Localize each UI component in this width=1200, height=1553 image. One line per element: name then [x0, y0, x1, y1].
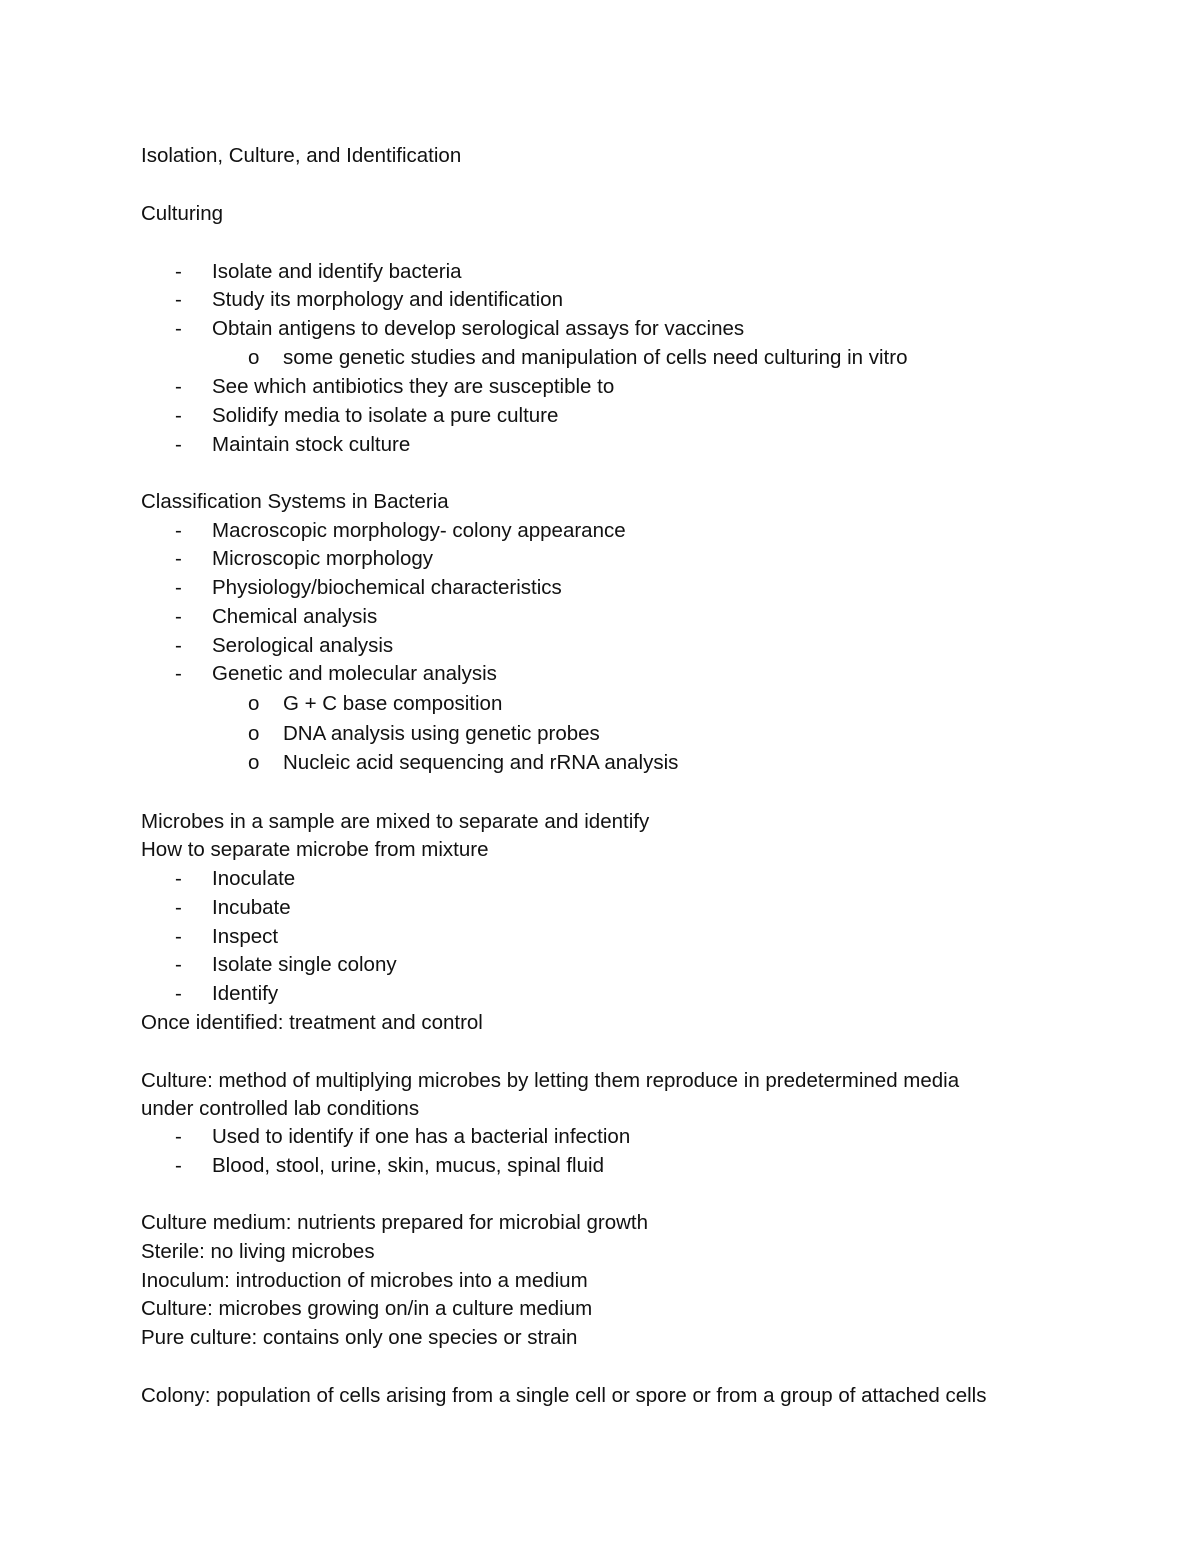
paragraph-line: Microbes in a sample are mixed to separate and identify: [141, 810, 650, 833]
bullet-dash: -: [175, 982, 182, 1005]
bullet-dash: -: [175, 317, 182, 340]
bullet-dash: -: [175, 953, 182, 976]
bullet-dash: -: [175, 519, 182, 542]
paragraph-line: under controlled lab conditions: [141, 1097, 420, 1120]
bullet-dash: -: [175, 576, 182, 599]
definition-line: Pure culture: contains only one species or strain: [141, 1326, 578, 1349]
bullet-dash: -: [175, 867, 182, 890]
list-item: Used to identify if one has a bacterial infection: [212, 1125, 631, 1148]
bullet-dash: -: [175, 375, 182, 398]
culturing-heading: Culturing: [141, 202, 224, 225]
list-item: Macroscopic morphology- colony appearance: [212, 519, 626, 542]
sub-list-item: Nucleic acid sequencing and rRNA analysis: [283, 751, 679, 774]
definition-line: Culture: microbes growing on/in a culture medium: [141, 1297, 593, 1320]
list-item: Physiology/biochemical characteristics: [212, 576, 562, 599]
definition-line: Colony: population of cells arising from a single cell or spore or from a group of attached cells: [141, 1384, 987, 1407]
bullet-dash: -: [175, 404, 182, 427]
list-item: Microscopic morphology: [212, 547, 434, 570]
list-item: Blood, stool, urine, skin, mucus, spinal fluid: [212, 1154, 604, 1177]
list-item: Genetic and molecular analysis: [212, 662, 497, 685]
paragraph-line: How to separate microbe from mixture: [141, 838, 489, 861]
bullet-dash: -: [175, 288, 182, 311]
paragraph-line: Culture: method of multiplying microbes by letting them reproduce in predetermined media: [141, 1069, 960, 1092]
list-item: Obtain antigens to develop serological assays for vaccines: [212, 317, 745, 340]
bullet-dash: -: [175, 634, 182, 657]
bullet-dash: -: [175, 547, 182, 570]
paragraph-line: Once identified: treatment and control: [141, 1011, 483, 1034]
bullet-dash: -: [175, 896, 182, 919]
definition-line: Sterile: no living microbes: [141, 1240, 375, 1263]
list-item: See which antibiotics they are susceptible to: [212, 375, 615, 398]
bullet-dash: -: [175, 260, 182, 283]
list-item: Inspect: [212, 925, 279, 948]
classification-heading: Classification Systems in Bacteria: [141, 490, 449, 513]
list-item: Study its morphology and identification: [212, 288, 563, 311]
sub-list-item: DNA analysis using genetic probes: [283, 722, 600, 745]
bullet-dash: -: [175, 433, 182, 456]
list-item: Identify: [212, 982, 279, 1005]
bullet-dash: -: [175, 662, 182, 685]
bullet-circle: o: [248, 692, 260, 715]
list-item: Isolate single colony: [212, 953, 397, 976]
list-item: Solidify media to isolate a pure culture: [212, 404, 559, 427]
bullet-dash: -: [175, 1125, 182, 1148]
bullet-dash: -: [175, 605, 182, 628]
bullet-circle: o: [248, 346, 260, 369]
document-title: Isolation, Culture, and Identification: [141, 144, 462, 167]
list-item: Inoculate: [212, 867, 296, 890]
sub-list-item: G + C base composition: [283, 692, 503, 715]
list-item: Maintain stock culture: [212, 433, 411, 456]
list-item: Isolate and identify bacteria: [212, 260, 462, 283]
definition-line: Culture medium: nutrients prepared for microbial growth: [141, 1211, 649, 1234]
bullet-circle: o: [248, 722, 260, 745]
sub-list-item: some genetic studies and manipulation of cells need culturing in vitro: [283, 346, 908, 369]
list-item: Chemical analysis: [212, 605, 378, 628]
bullet-dash: -: [175, 925, 182, 948]
list-item: Incubate: [212, 896, 291, 919]
bullet-circle: o: [248, 751, 260, 774]
list-item: Serological analysis: [212, 634, 394, 657]
definition-line: Inoculum: introduction of microbes into a medium: [141, 1269, 588, 1292]
bullet-dash: -: [175, 1154, 182, 1177]
